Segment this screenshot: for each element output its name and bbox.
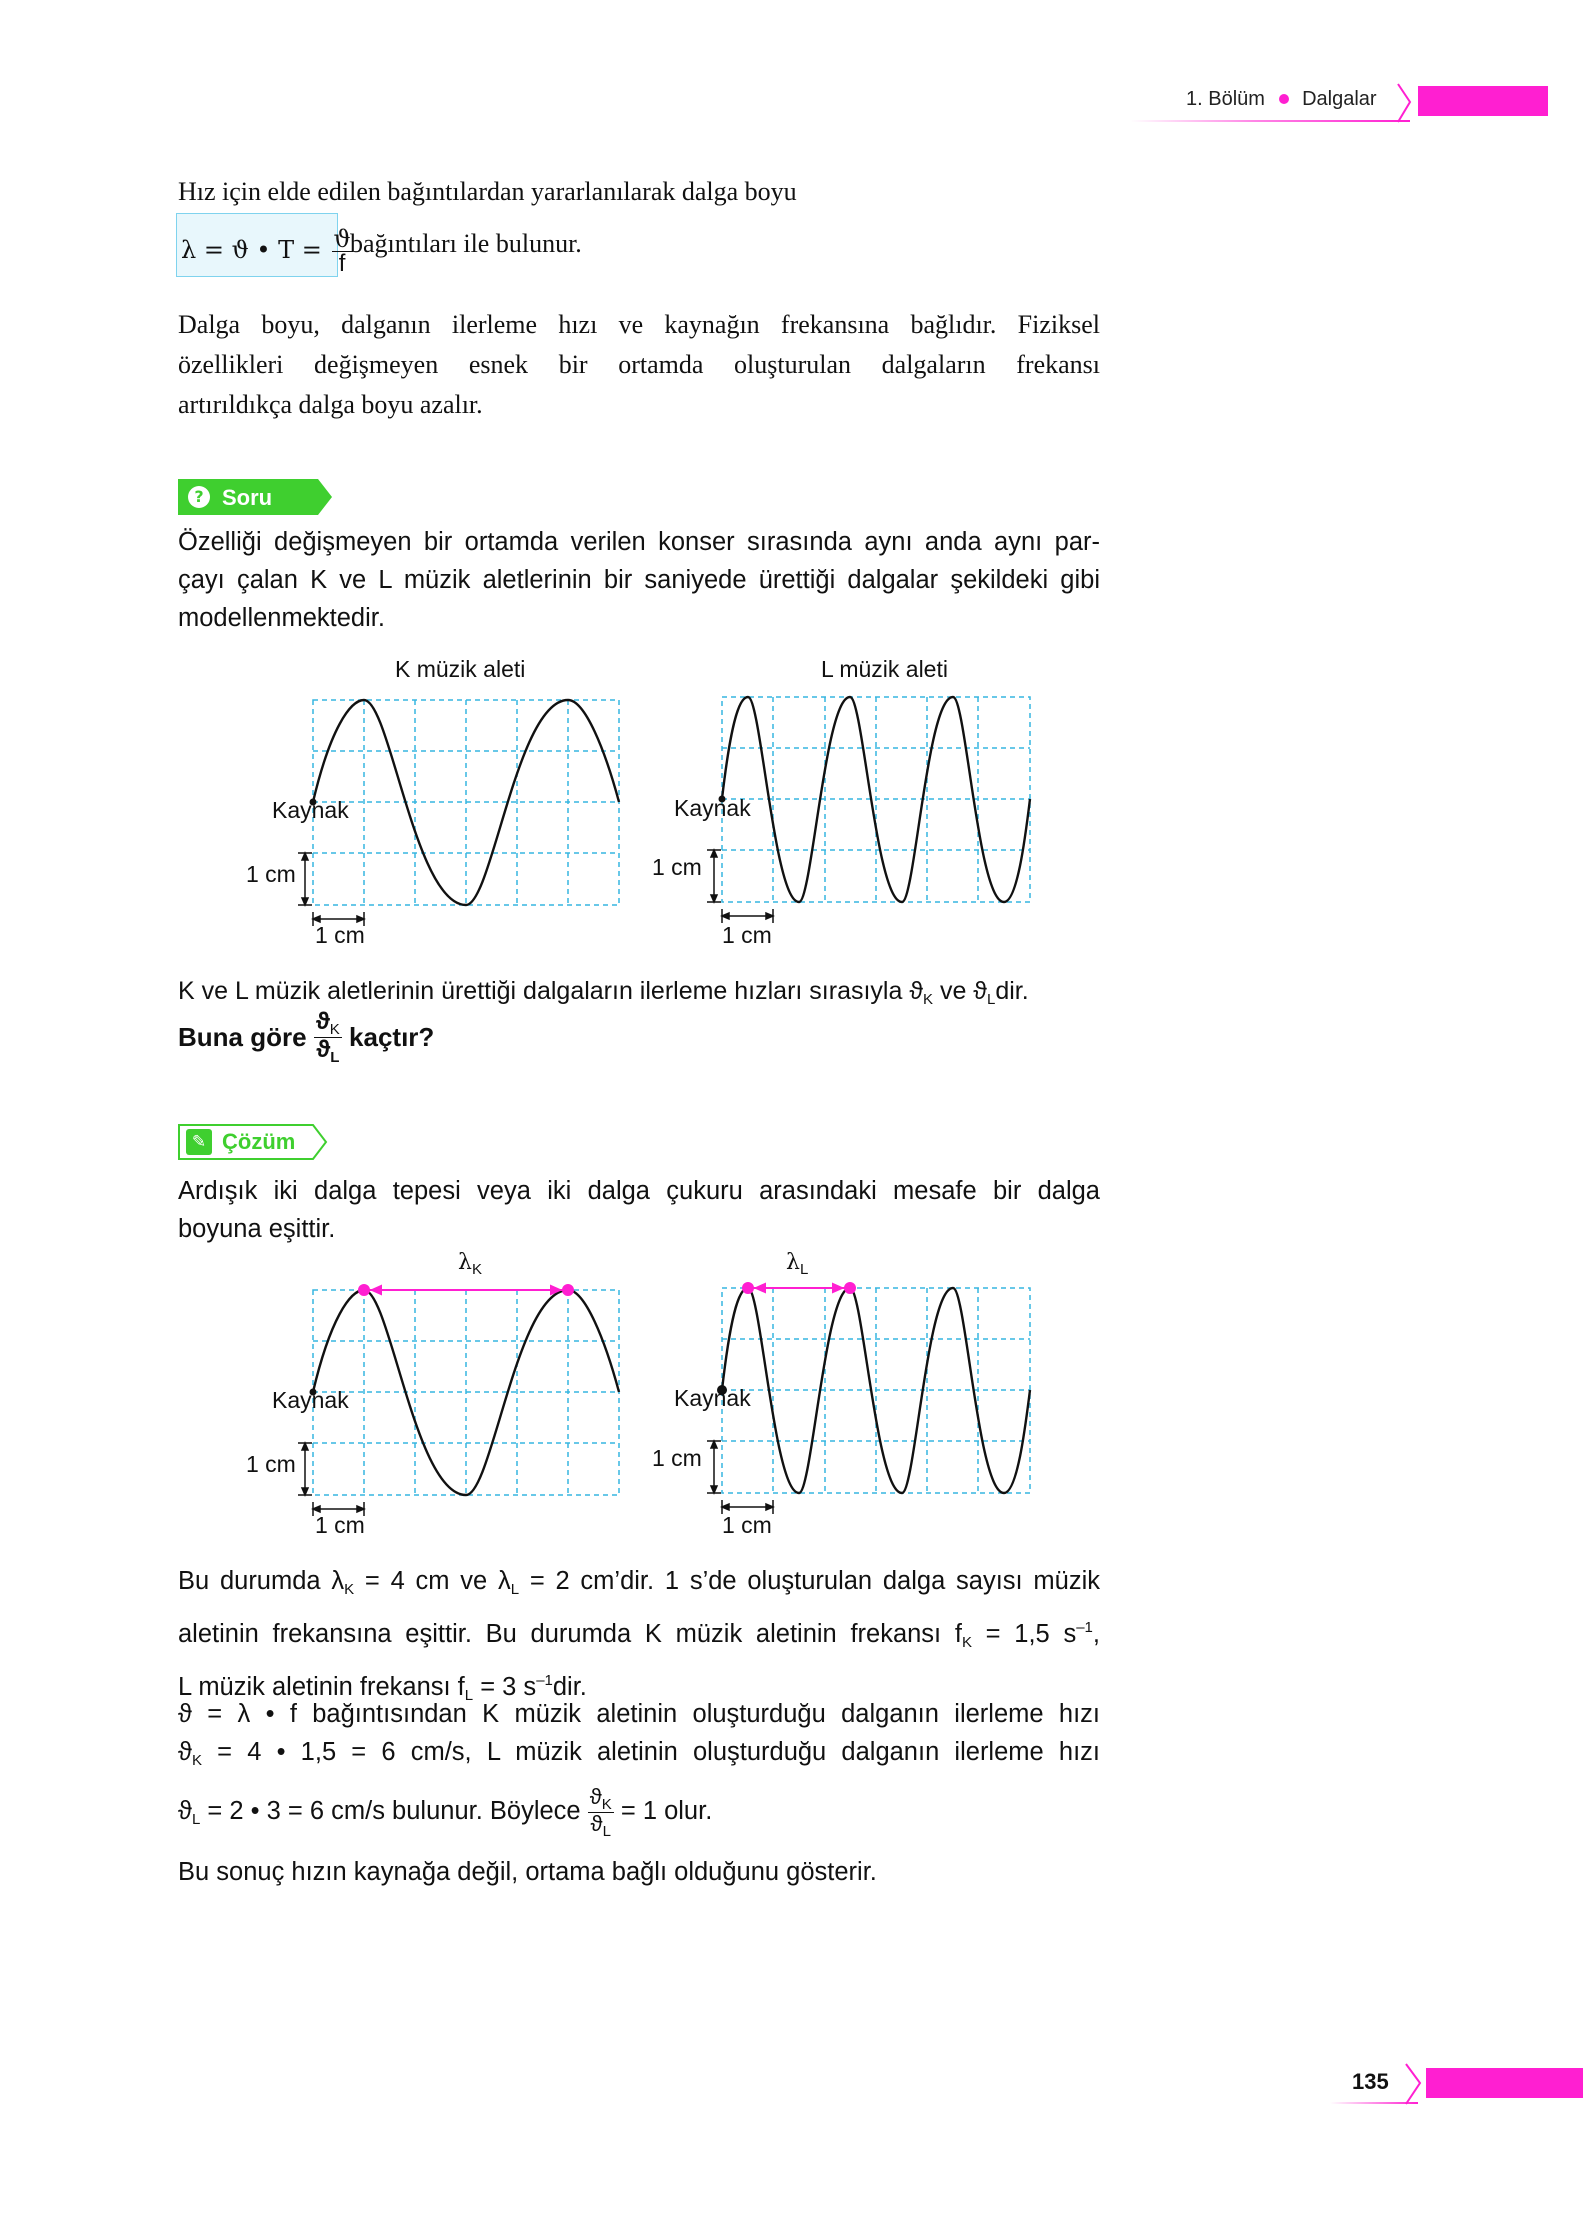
ask-suffix: kaçtır? (349, 1022, 435, 1052)
l2-unit-horizontal: 1 cm (722, 1512, 772, 1538)
k2-unit-vertical: 1 cm (246, 1451, 296, 1477)
page-footer (1330, 2060, 1583, 2106)
l-source-label: Kaynak (674, 795, 751, 821)
header-topic: Dalgalar (1302, 88, 1377, 110)
intro-paragraph (178, 305, 1100, 425)
formula-lhs: λ = ϑ • T = (181, 236, 322, 264)
l2-source-label: Kaynak (674, 1385, 751, 1411)
header-bullet-icon (1279, 94, 1289, 104)
intro-line: Hız için elde edilen bağıntılardan yararlanılarak dalga boyu (178, 177, 797, 206)
l-figure-title: L müzik aleti (821, 656, 948, 682)
question-line: Özelliği değişmeyen bir ortamda verilen konser sırasında aynı anda aynı par- (178, 528, 1100, 556)
result-line-1: Bu durumda $\lambda_K = 4$ cm ve $\lambda_L = 2$ cm’dir. 1 s’de oluşturulan dalga sayısı müzik (178, 1567, 1100, 1598)
speed-line-2: $ϑ_K = 4$ • 1,5 = 6 cm/s, L müzik aletinin oluşturduğu dalganın ilerleme hızı (178, 1738, 1100, 1769)
ask-prefix: Buna göre (178, 1022, 307, 1052)
ask-fraction: $\frac{ϑ_K}{ϑ_L}$ (315, 1008, 340, 1066)
pencil-icon: ✎ (186, 1129, 212, 1155)
conclusion: Bu sonuç hızın kaynağa değil, ortama bağlı olduğunu gösterir. (178, 1858, 877, 1886)
formula-numerator: ϑ (333, 225, 351, 253)
l-unit-vertical: 1 cm (652, 854, 702, 880)
header-chapter: 1. Bölüm (1186, 88, 1265, 110)
formula-tail: bağıntıları ile bulunur. (350, 229, 582, 258)
k-unit-vertical: 1 cm (246, 861, 296, 887)
k-figure-title: K müzik aleti (395, 656, 526, 682)
question-line: modellenmektedir. (178, 604, 385, 632)
intro-paragraph-line: özellikleri değişmeyen esnek bir ortamda oluşturulan dalgaların frekansı (178, 350, 1100, 379)
question-paragraph (178, 523, 1100, 637)
result-line-2: aletinin frekansına eşittir. Bu durumda K müzik aletinin frekansı $f_K = 1,5$ $s^{-1}$, (178, 1619, 1100, 1651)
solution-paragraph (178, 1172, 1100, 1248)
solution-line: boyuna eşittir. (178, 1215, 336, 1243)
question-badge (178, 479, 333, 515)
k-source-label: Kaynak (272, 797, 349, 823)
formula-box (176, 213, 351, 277)
solution-line: Ardışık iki dalga tepesi veya iki dalga çukuru arasındaki mesafe bir dalga (178, 1177, 1100, 1205)
lambda-l-label: $\lambda_L$ (786, 1250, 809, 1278)
l2-unit-vertical: 1 cm (652, 1445, 702, 1471)
solution-badge (178, 1124, 328, 1160)
question-ask (178, 1010, 434, 1065)
question-badge-label: Soru (222, 485, 273, 510)
page-header (1130, 80, 1583, 124)
intro-paragraph-line: artırıldıkça dalga boyu azalır. (178, 390, 483, 419)
solution-badge-label: Çözüm (222, 1129, 296, 1154)
intro-paragraph-line: Dalga boyu, dalganın ilerleme hızı ve kaynağın frekansına bağlıdır. Fiziksel (178, 310, 1100, 339)
question-line: çayı çalan K ve L müzik aletlerinin bir saniyede ürettiği dalgalar şekildeki gibi (178, 566, 1100, 594)
speeds-sentence: K ve L müzik aletlerinin ürettiği dalgaların ilerleme hızları sırasıyla $ϑ_K$ ve $ϑ_Ldir$. (178, 977, 1029, 1008)
solution-speed-paragraph (178, 1695, 1100, 1839)
speed-line-1: ϑ = λ • f bağıntısından K müzik aletinin oluşturduğu dalganın ilerleme hızı (178, 1700, 1100, 1728)
k2-unit-horizontal: 1 cm (315, 1512, 365, 1538)
result-line-3: L müzik aletinin frekansı $f_L = 3$ $s^{-1}dir$. (178, 1672, 587, 1704)
page-number: 135 (1352, 2069, 1389, 2094)
lambda-k-label: $\lambda_K$ (458, 1250, 482, 1278)
l-unit-horizontal: 1 cm (722, 922, 772, 948)
formula-denominator: f (338, 250, 346, 277)
k2-source-label: Kaynak (272, 1387, 349, 1413)
ratio-fraction: $\frac{ϑ_K}{ϑ_L}$ (589, 1784, 612, 1840)
k-unit-horizontal: 1 cm (315, 922, 365, 948)
question-mark-icon: ? (188, 486, 210, 508)
solution-result-paragraph (178, 1562, 1100, 1715)
speed-line-3: $ϑ_L = 2$ • 3 = 6 cm/s bulunur. Böylece $\frac{ϑ_K}{ϑ_L}$ = 1 olur. (178, 1784, 713, 1840)
